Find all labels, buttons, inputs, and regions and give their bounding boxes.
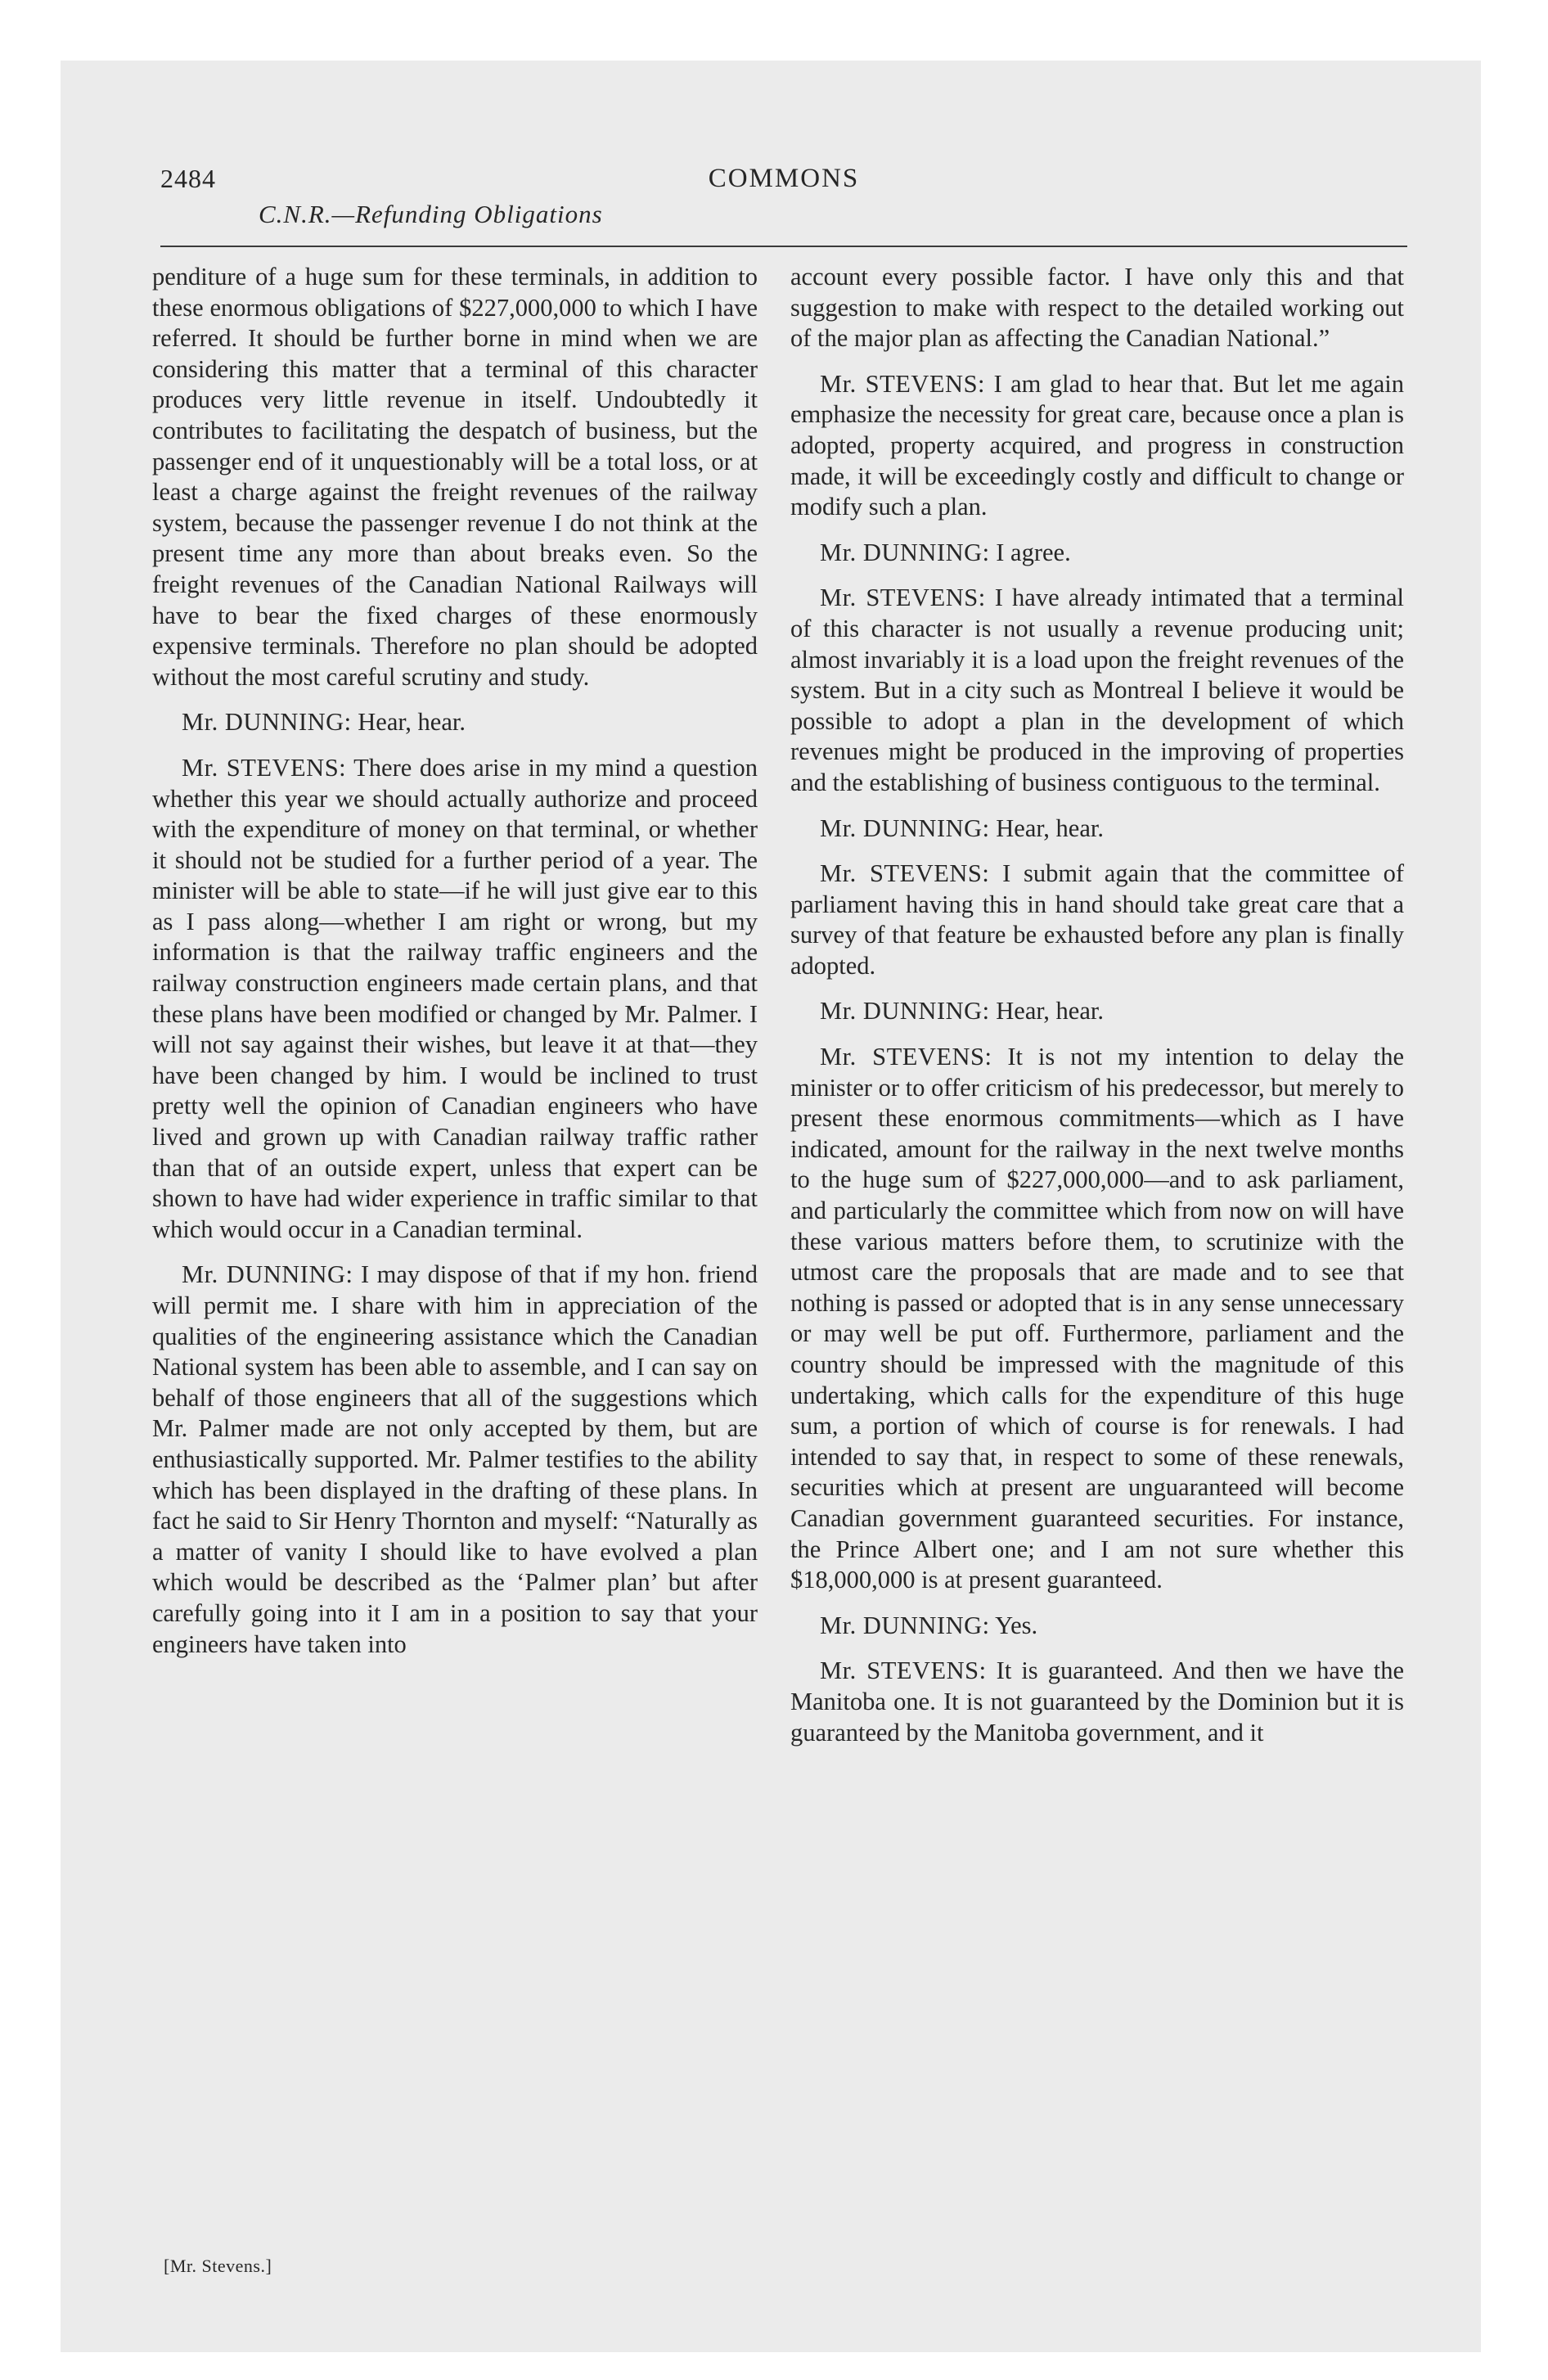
- paragraph: [790, 538, 1404, 569]
- paragraph: [790, 859, 1404, 981]
- speaker-name: Mr. DUNNING:: [182, 1260, 353, 1289]
- paragraph-text: I am glad to hear that. But let me again emphasize the necessity for great care, because once a plan is adopted, property acquired, and progress in construction made, it will be exceedingly costly and difficult to change or modify such a plan.: [790, 369, 1405, 521]
- paragraph: [790, 814, 1404, 845]
- page-header: [160, 164, 1407, 254]
- speaker-name: Mr. STEVENS:: [182, 753, 347, 782]
- paragraph: [790, 1656, 1404, 1748]
- paragraph: [790, 1611, 1404, 1642]
- paragraph-text: account every possible factor. I have only this and that suggestion to make with respect to the detailed working out of the major plan as affecting the Canadian National.”: [790, 263, 1404, 353]
- journal-title: COMMONS: [708, 164, 860, 193]
- paragraph: [790, 996, 1404, 1027]
- paragraph-text: I agree.: [996, 538, 1071, 566]
- speaker-name: Mr. STEVENS:: [820, 369, 986, 398]
- paragraph-text: Yes.: [995, 1611, 1038, 1639]
- speaker-name: Mr. DUNNING:: [820, 1611, 990, 1639]
- speaker-name: Mr. DUNNING:: [182, 708, 352, 737]
- paragraph-text: It is not my intention to delay the minister or to offer criticism of his predecessor, but merely to present these enormous commitments—which as I have indicated, amount for the railway in the next twelve months to the huge sum of $227,000,000—and to ask parliament, and particularly the committee which from now on will have these various matters before them, to scrutinize with the utmost care the proposals that are made and to see that nothing is passed or adopted that is in any sense unnecessary or may well be put off. Furthermore, parliament and the country should be impressed with the magnitude of this undertaking, which calls for the expenditure of this huge sum, a portion of which of course is for renewals. I had intended to say that, in respect to some of these renewals, securities which at present are unguaranteed will become Canadian government guaranteed securities. For instance, the Prince Albert one; and I am not sure whether this $18,000,000 is at present guaranteed.: [790, 1043, 1405, 1594]
- paragraph: [152, 753, 758, 1246]
- speaker-name: Mr. STEVENS:: [820, 584, 986, 612]
- paragraph: [790, 262, 1404, 354]
- left-column: [152, 262, 758, 1675]
- paragraph-text: There does arise in my mind a question whether this year we should actually authorize and proceed with the expenditure of money on that terminal, or whether it should not be studied for a further period of a year. The minister will be able to state—if he will just give ear to this as I pass along—whether I am right or wrong, but my information is that the railway traffic engineers and the railway construction engineers made certain plans, and that these plans have been modified or changed by Mr. Palmer. I will not say against their wishes, but leave it at that—they have been changed by him. I would be inclined to trust pretty well the opinion of Canadian engineers who have lived and grown up with Canadian railway traffic rather than that of an outside expert, unless that expert can be shown to have had wider experience in traffic similar to that which would occur in a Canadian terminal.: [152, 753, 758, 1243]
- paragraph: [790, 369, 1404, 523]
- paragraph-text: I have already intimated that a terminal of this character is not usually a revenue producing unit; almost invariably it is a load upon the freight revenues of the system. But in a city such as Montreal I believe it would be possible to adopt a plan in the development of which revenues might be produced in the improving of properties and the establishing of business contiguous to the terminal.: [790, 584, 1404, 796]
- speaker-name: Mr. STEVENS:: [820, 859, 990, 888]
- running-head: C.N.R.—Refunding Obligations: [259, 200, 603, 228]
- paragraph: [152, 707, 758, 738]
- header-rule: [160, 246, 1407, 247]
- speaker-name: Mr. DUNNING:: [820, 997, 990, 1025]
- page-number: 2484: [160, 164, 216, 193]
- paragraph-text: I submit again that the committee of parliament having this in hand should take great care that a survey of that feature be exhausted before any plan is finally adopted.: [790, 859, 1405, 980]
- paragraph-text: penditure of a huge sum for these terminals, in addition to these enormous obligations of $227,000,000 to which I have referred. It should be further borne in mind when we are considering this matter that a terminal of this character produces very little revenue in itself. Undoubtedly it contributes to facilitating the despatch of business, but the passenger end of it unquestionably will be a total loss, or at least a charge against the freight revenues of the railway system, because the passenger revenue I do not think at the present time any more than about breaks even. So the freight revenues of the Canadian National Railways will have to bear the fixed charges of these enormously expensive terminals. Therefore no plan should be adopted without the most careful scrutiny and study.: [152, 263, 758, 691]
- paragraph: [152, 262, 758, 692]
- speaker-name: Mr. DUNNING:: [820, 814, 990, 842]
- right-column: [790, 262, 1404, 1763]
- paragraph-text: Hear, hear.: [996, 997, 1104, 1025]
- paragraph: [790, 583, 1404, 798]
- paragraph-text: I may dispose of that if my hon. friend will permit me. I share with him in appreciation of the qualities of the engineering assistance which the Canadian National system has been able to assemble, and I can say on behalf of those engineers that all of the suggestions which Mr. Palmer made are not only accepted by them, but are enthusiastically supported. Mr. Palmer testifies to the ability which has been displayed in the drafting of these plans. In fact he said to Sir Henry Thornton and myself: “Naturally as a matter of vanity I should like to have evolved a plan which would be described as the ‘Palmer plan’ but after carefully going into it I am in a position to say that your engineers have taken into: [152, 1260, 758, 1658]
- paragraph-text: It is guaranteed. And then we have the Manitoba one. It is not guaranteed by the Dominion but it is guaranteed by the Manitoba government, and it: [790, 1657, 1405, 1747]
- speaker-name: Mr. DUNNING:: [820, 538, 990, 566]
- footer-speaker-note: [Mr. Stevens.]: [164, 2256, 272, 2276]
- speaker-name: Mr. STEVENS:: [820, 1043, 992, 1071]
- paragraph: [790, 1042, 1404, 1596]
- speaker-name: Mr. STEVENS:: [820, 1657, 987, 1685]
- paragraph-text: Hear, hear.: [358, 708, 466, 737]
- paragraph-text: Hear, hear.: [996, 814, 1104, 842]
- paragraph: [152, 1260, 758, 1660]
